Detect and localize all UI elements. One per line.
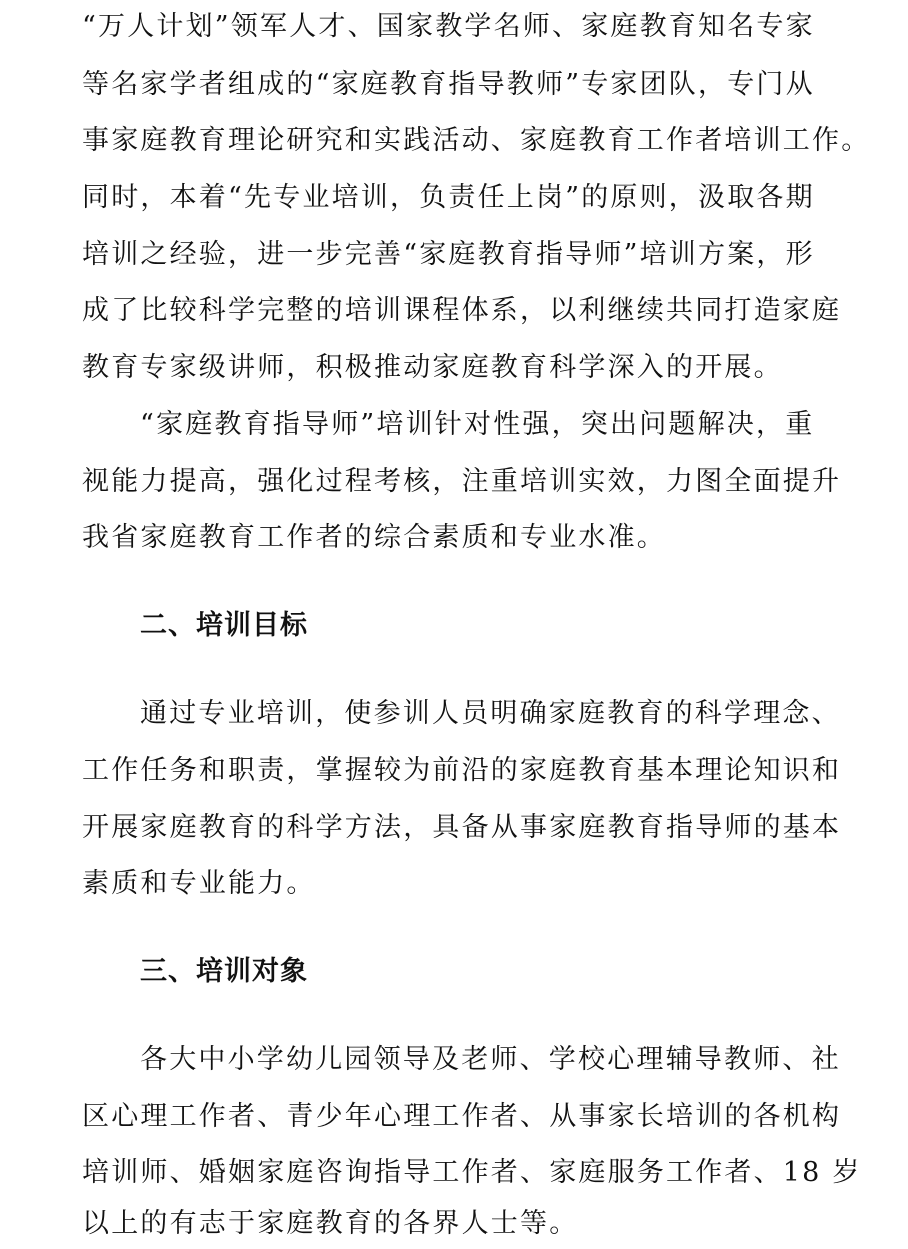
paragraph-2-line-1: “家庭教育指导师”培训针对性强，突出问题解决，重 [140, 409, 815, 440]
paragraph-1-line-4: 同时，本着“先专业培训，负责任上岗”的原则，汲取各期 [82, 182, 815, 213]
paragraph-2-line-3: 我省家庭教育工作者的综合素质和专业水准。 [82, 522, 666, 553]
section-3-line-4: 以上的有志于家庭教育的各界人士等。 [82, 1208, 579, 1239]
section-2-line-3: 开展家庭教育的科学方法，具备从事家庭教育指导师的基本 [82, 812, 842, 843]
section-3-heading: 三、培训对象 [140, 956, 308, 987]
paragraph-1-line-3: 事家庭教育理论研究和实践活动、家庭教育工作者培训工作。 [82, 125, 871, 156]
section-2-line-4: 素质和专业能力。 [82, 868, 316, 899]
section-2-heading: 二、培训目标 [140, 610, 308, 641]
paragraph-1-line-2: 等名家学者组成的“家庭教育指导教师”专家团队，专门从 [82, 69, 815, 100]
paragraph-1-line-7: 教育专家级讲师，积极推动家庭教育科学深入的开展。 [82, 352, 783, 383]
paragraph-1-line-6: 成了比较科学完整的培训课程体系，以利继续共同打造家庭 [82, 295, 842, 326]
paragraph-2-line-2: 视能力提高，强化过程考核，注重培训实效，力图全面提升 [82, 466, 842, 497]
section-3-line-1: 各大中小学幼儿园领导及老师、学校心理辅导教师、社 [140, 1044, 841, 1075]
paragraph-1-line-1: “万人计划”领军人才、国家教学名师、家庭教育知名专家 [82, 11, 815, 42]
section-2-line-2: 工作任务和职责，掌握较为前沿的家庭教育基本理论知识和 [82, 755, 842, 786]
section-3-line-3: 培训师、婚姻家庭咨询指导工作者、家庭服务工作者、18 岁 [82, 1157, 862, 1188]
section-3-line-2: 区心理工作者、青少年心理工作者、从事家长培训的各机构 [82, 1101, 842, 1132]
paragraph-1-line-5: 培训之经验，进一步完善“家庭教育指导师”培训方案，形 [82, 239, 815, 270]
section-2-line-1: 通过专业培训，使参训人员明确家庭教育的科学理念、 [140, 698, 841, 729]
